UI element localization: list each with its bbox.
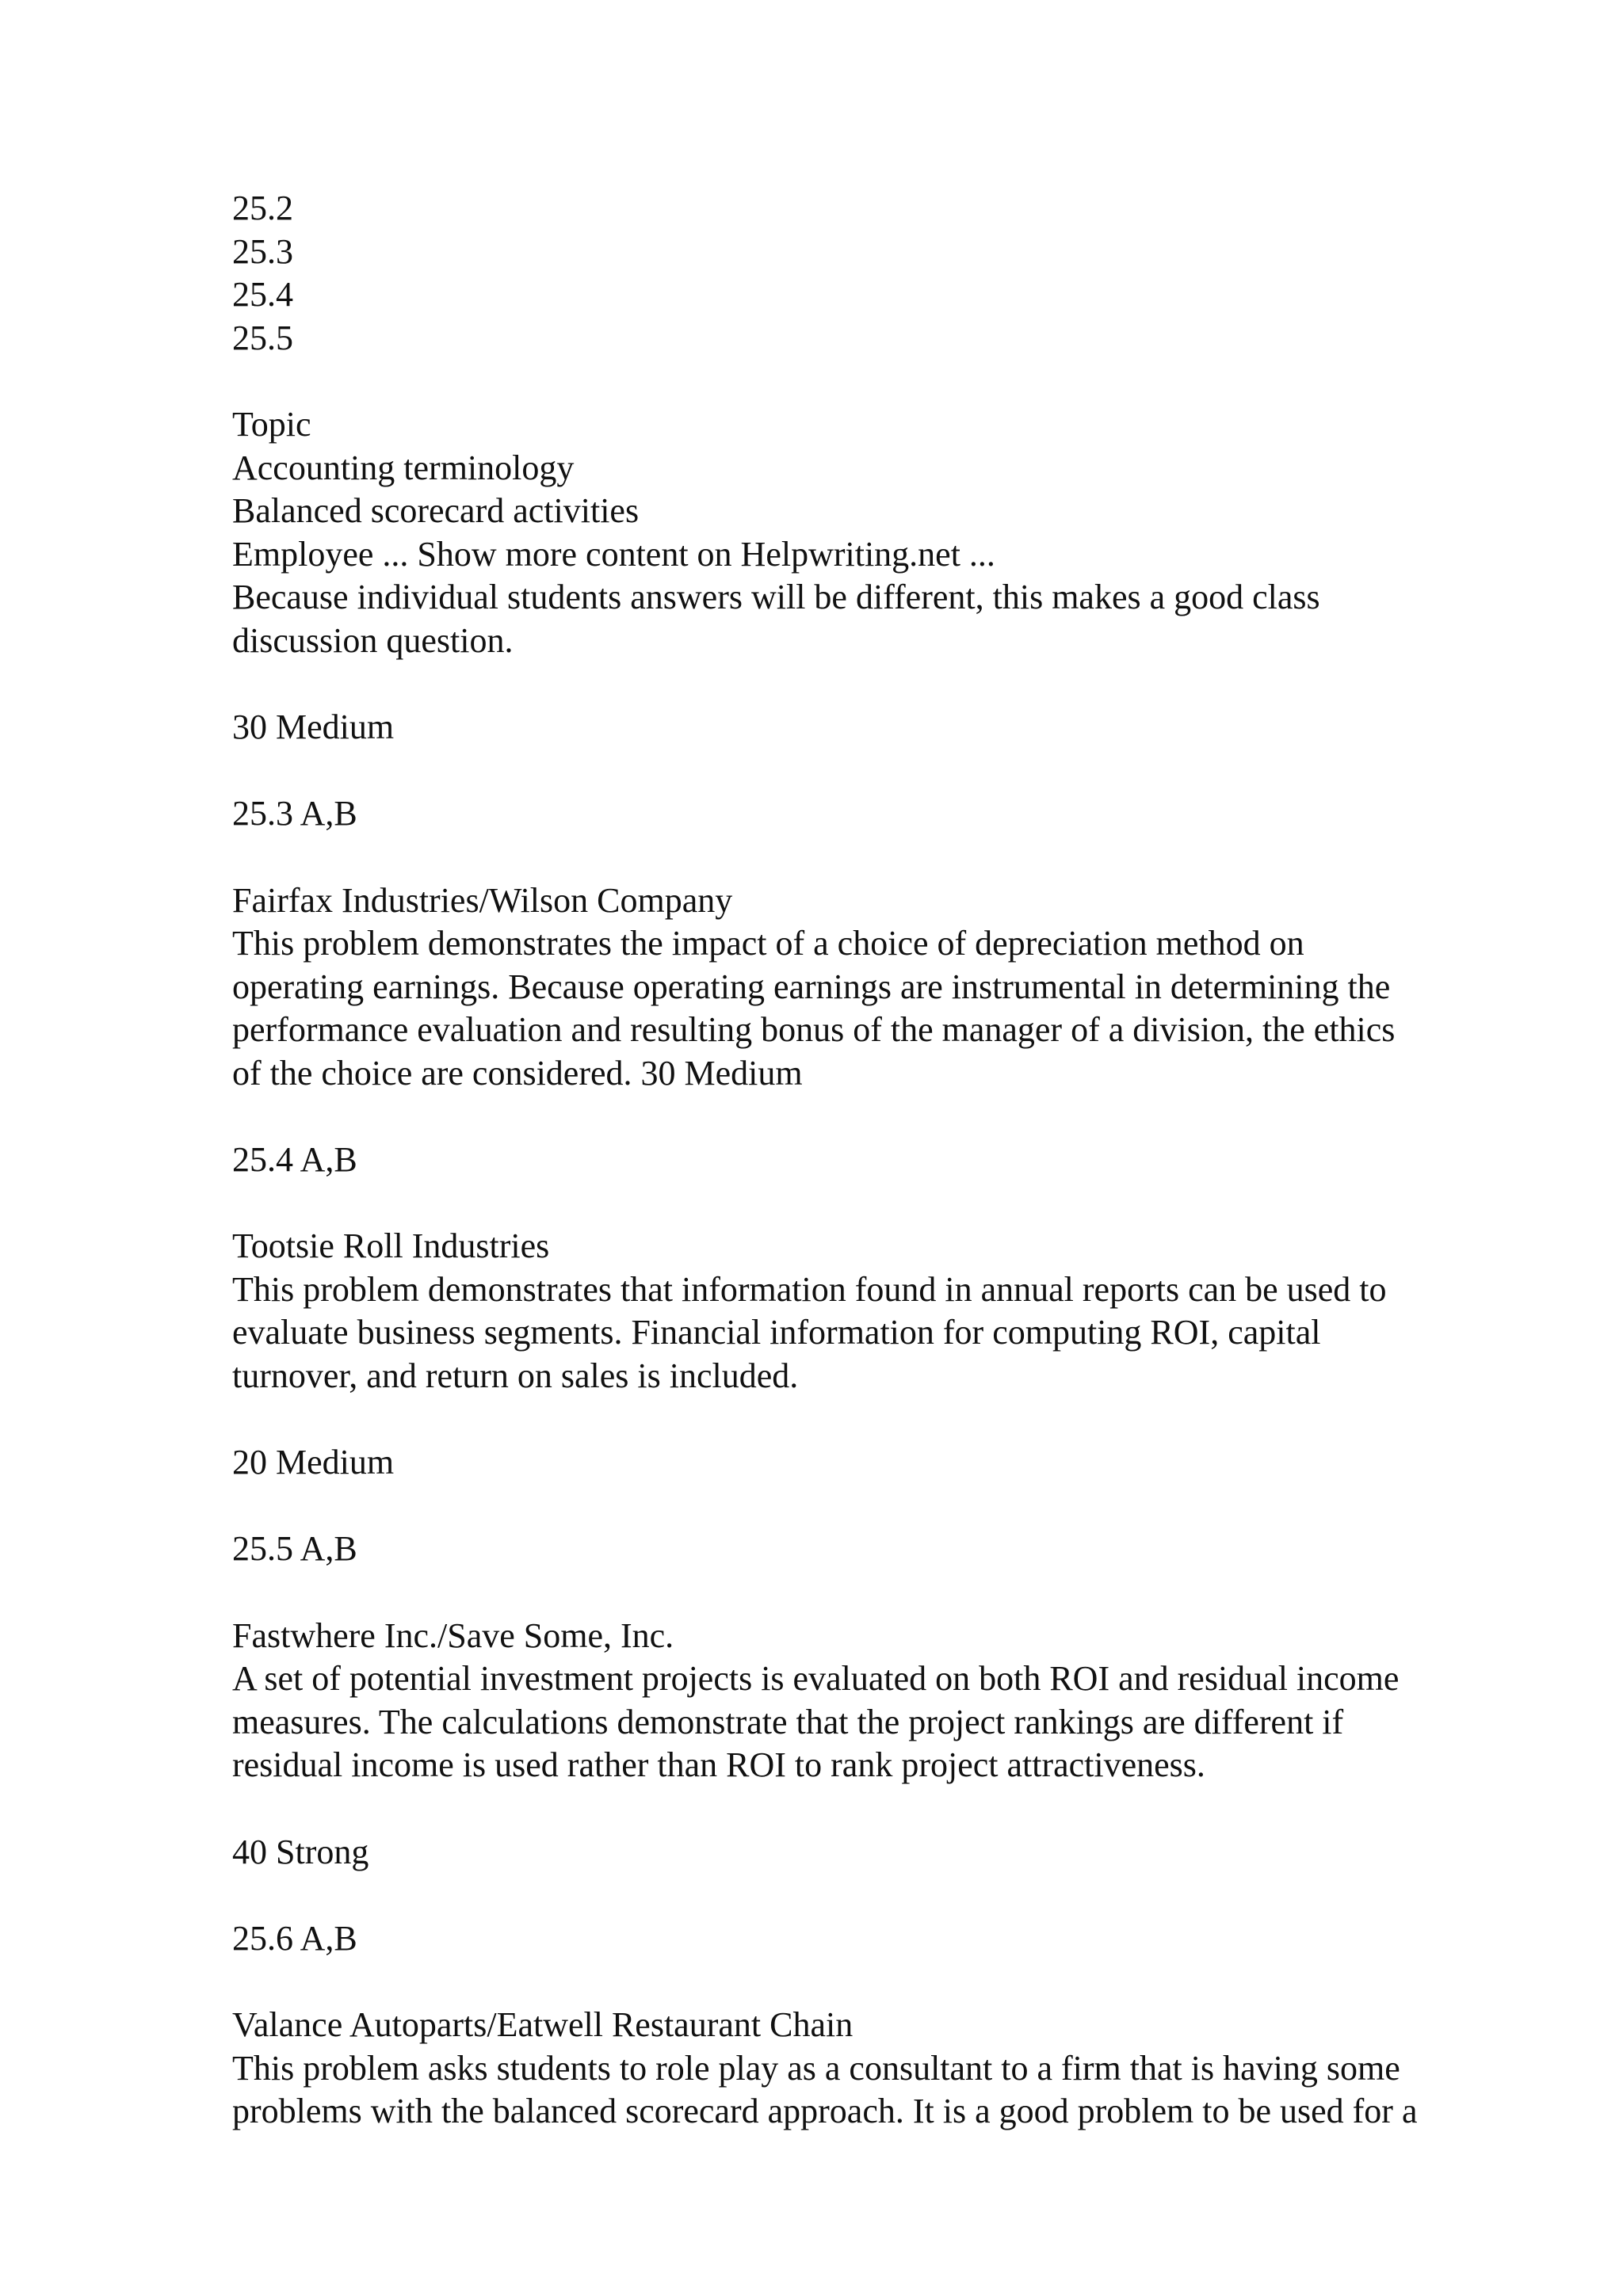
problem-number: 25.6 A,B [232,1918,357,1958]
section-number: 25.5 [232,318,293,357]
problem-description-line: evaluate business segments. Financial information for computing ROI, capital [232,1313,1321,1352]
spacer [232,1398,1500,1442]
time-difficulty-rating: 40 Strong [232,1832,369,1871]
spacer [232,749,1500,793]
document-body [232,187,1500,2134]
time-difficulty-rating: 20 Medium [232,1443,395,1482]
problem-block [232,2004,1500,2134]
problem-description-line: This problem demonstrates that information found in annual reports can be used to [232,1269,1387,1309]
topic-block [232,403,1500,663]
spacer [232,1485,1500,1528]
problem-block [232,879,1500,1096]
spacer [232,1960,1500,2004]
problem-block [232,1225,1500,1398]
spacer [232,1571,1500,1615]
problem-description-line: This problem demonstrates the impact of a choice of depreciation method on [232,924,1304,963]
problem-description-line: operating earnings. Because operating earnings are instrumental in determining the [232,967,1391,1006]
topic-line: Employee ... Show more content on Helpwriting.net ... [232,534,995,574]
topic-heading: Topic [232,404,311,444]
section-number: 25.4 [232,275,293,315]
problem-description-line: of the choice are considered. 30 Medium [232,1053,803,1093]
topic-line: Because individual students answers will be different, this makes a good class [232,578,1320,617]
spacer [232,836,1500,879]
spacer [232,663,1500,707]
problem-number: 25.4 A,B [232,1140,357,1180]
problem-block [232,1615,1500,1787]
problem-number: 25.5 A,B [232,1529,357,1569]
problem-title: Fastwhere Inc./Save Some, Inc. [232,1615,674,1655]
spacer [232,1874,1500,1917]
problem-title: Tootsie Roll Industries [232,1226,550,1266]
problem-number: 25.3 A,B [232,794,357,833]
topic-line: Balanced scorecard activities [232,491,640,531]
problem-description-line: measures. The calculations demonstrate that the project rankings are different if [232,1702,1344,1741]
problem-description-line: residual income is used rather than ROI to rank project attractiveness. [232,1745,1205,1785]
section-number: 25.2 [232,189,293,227]
problem-description-line: performance evaluation and resulting bonus of the manager of a division, the ethics [232,1010,1396,1050]
time-difficulty-rating: 30 Medium [232,707,395,747]
spacer [232,1095,1500,1138]
topic-line: Accounting terminology [232,448,575,487]
problem-title: Valance Autoparts/Eatwell Restaurant Chain [232,2004,854,2044]
problem-title: Fairfax Industries/Wilson Company [232,880,733,920]
spacer [232,1182,1500,1226]
problem-description-line: This problem asks students to role play as a consultant to a firm that is having some [232,2048,1400,2088]
problem-description-line: A set of potential investment projects is evaluated on both ROI and residual income [232,1659,1400,1699]
spacer [232,360,1500,403]
section-number-list [232,187,1500,360]
spacer [232,1787,1500,1831]
problem-description-line: turnover, and return on sales is included. [232,1356,799,1396]
topic-line: discussion question. [232,620,514,660]
section-number: 25.3 [232,231,293,271]
problem-description-line: problems with the balanced scorecard approach. It is a good problem to be used for a [232,2092,1418,2131]
